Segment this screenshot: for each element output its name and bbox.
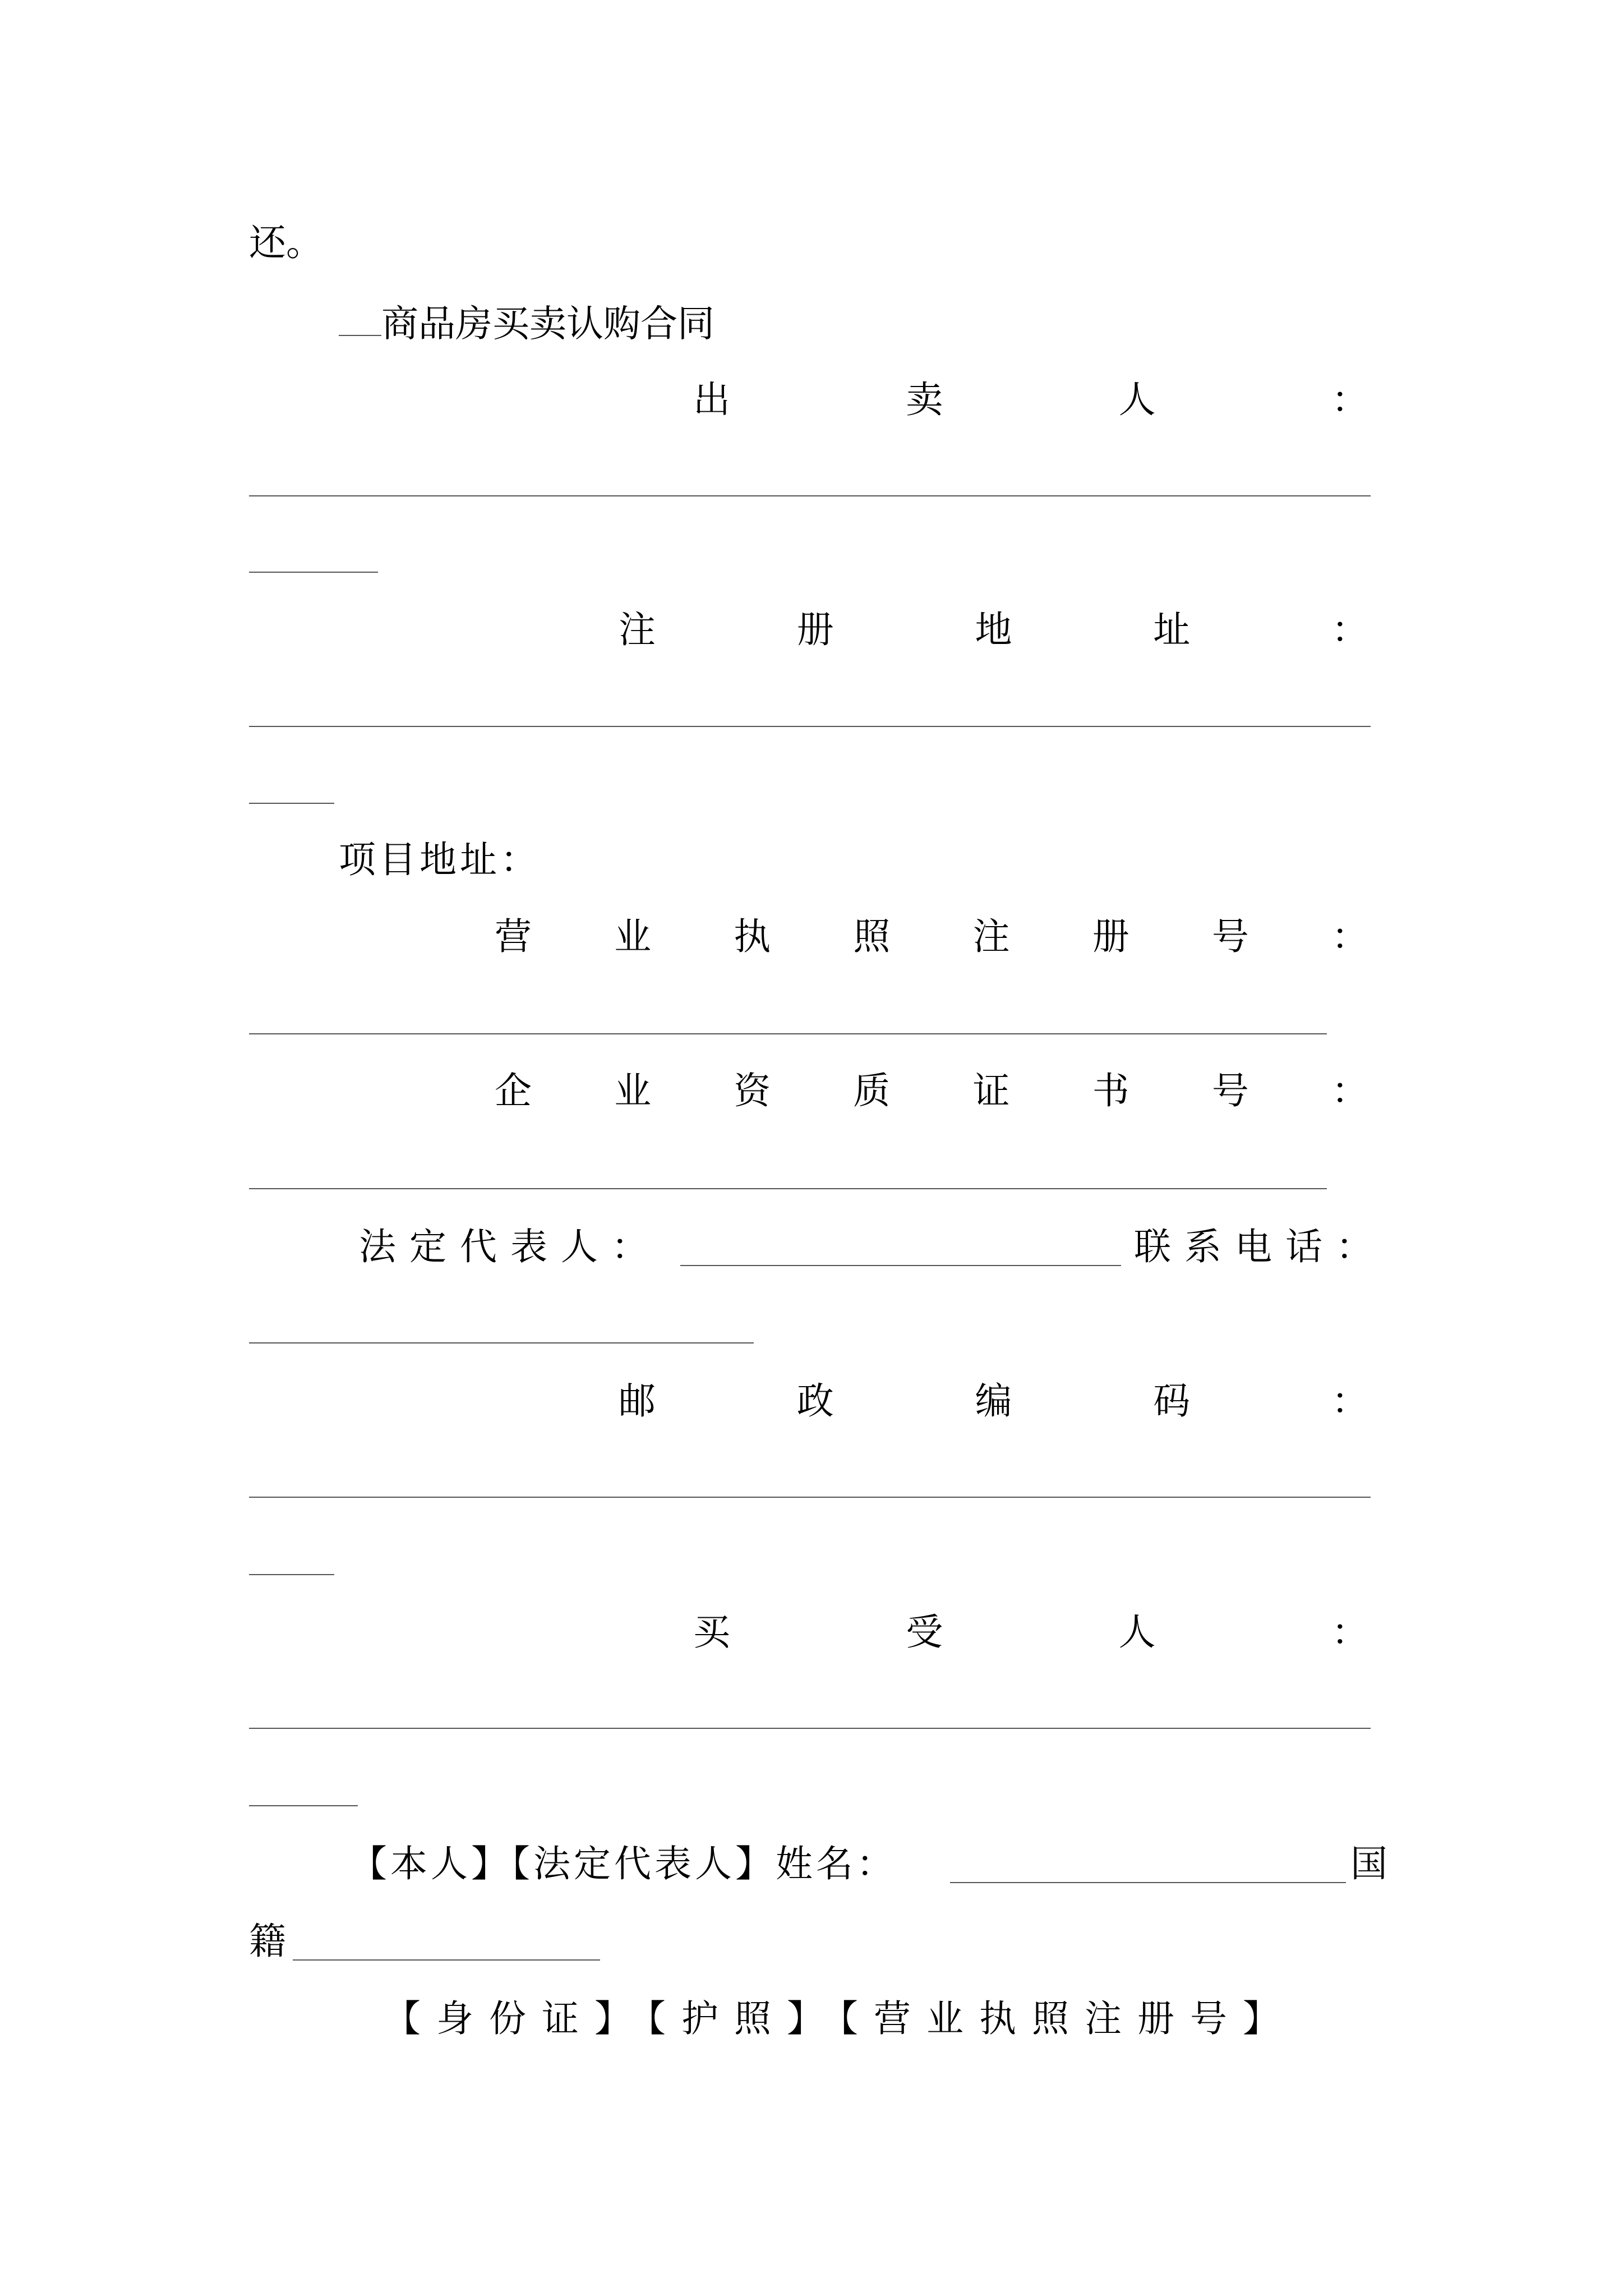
reg-address-char: 注 [619,608,656,651]
reg-address-fill-line-2 [249,803,334,804]
nationality-label-part1: 国 [1350,1842,1387,1885]
qualification-label [495,1069,1368,1112]
qualification-char: 业 [614,1069,652,1112]
id-types-label: 【身份证】【护照】【营业执照注册号】 [384,1997,1295,2040]
qualification-char: 企 [495,1069,532,1112]
continuation-text: 还。 [249,221,323,264]
license-char: 照 [853,915,891,958]
license-fill-line [249,1033,1327,1034]
seller-char: 人 [1118,378,1156,421]
buyer-char: 买 [693,1611,730,1654]
postcode-char: 邮 [619,1379,656,1423]
reg-address-char: 址 [1153,608,1191,651]
title-text: 商品房买卖认购合同 [381,302,714,346]
qualification-char: 质 [853,1069,891,1112]
seller-char: ： [1331,378,1368,421]
license-char: 注 [972,915,1010,958]
legal-rep-label: 法定代表人： [359,1225,662,1268]
project-address-label: 项目地址： [339,838,541,881]
nationality-fill-line [293,1959,600,1961]
postcode-char: 政 [796,1379,834,1423]
postcode-fill-line [249,1497,1371,1498]
legal-rep-fill-line [680,1265,1121,1266]
phone-label: 联系电话： [1134,1225,1386,1268]
reg-address-char: 册 [796,608,834,651]
contract-title [339,302,714,346]
license-char: 业 [614,915,652,958]
reg-address-label [619,608,1368,651]
qualification-char: 资 [734,1069,771,1112]
buyer-char: ： [1331,1611,1368,1654]
seller-fill-line-2 [249,572,378,573]
seller-fill-line [249,495,1371,496]
phone-fill-line [249,1342,754,1343]
postcode-char: 码 [1153,1379,1191,1423]
buyer-char: 受 [906,1611,943,1654]
name-line-label: 【本人】【法定代表人】姓名： [350,1842,897,1885]
buyer-fill-line-2 [249,1805,358,1806]
postcode-label [619,1379,1368,1423]
name-fill-line [950,1882,1346,1883]
qualification-fill-line [249,1188,1327,1189]
postcode-char: ： [1331,1379,1368,1423]
postcode-fill-line-2 [249,1574,334,1575]
nationality-label-part2: 籍 [249,1920,286,1963]
seller-label [693,378,1368,421]
buyer-char: 人 [1118,1611,1156,1654]
buyer-label [693,1611,1368,1654]
buyer-fill-line [249,1728,1371,1729]
title-blank [339,302,381,336]
postcode-char: 编 [975,1379,1012,1423]
reg-address-char: ： [1331,608,1368,651]
license-char: 册 [1092,915,1129,958]
seller-char: 出 [693,378,730,421]
reg-address-char: 地 [975,608,1012,651]
license-char: 营 [495,915,532,958]
seller-char: 卖 [906,378,943,421]
qualification-char: 证 [972,1069,1010,1112]
license-no-label [495,915,1368,958]
reg-address-fill-line [249,726,1371,727]
license-char: 执 [734,915,771,958]
license-char: 号 [1211,915,1249,958]
qualification-char: 号 [1211,1069,1249,1112]
qualification-char: 书 [1092,1069,1129,1112]
license-char: ： [1331,915,1368,958]
qualification-char: ： [1331,1069,1368,1112]
